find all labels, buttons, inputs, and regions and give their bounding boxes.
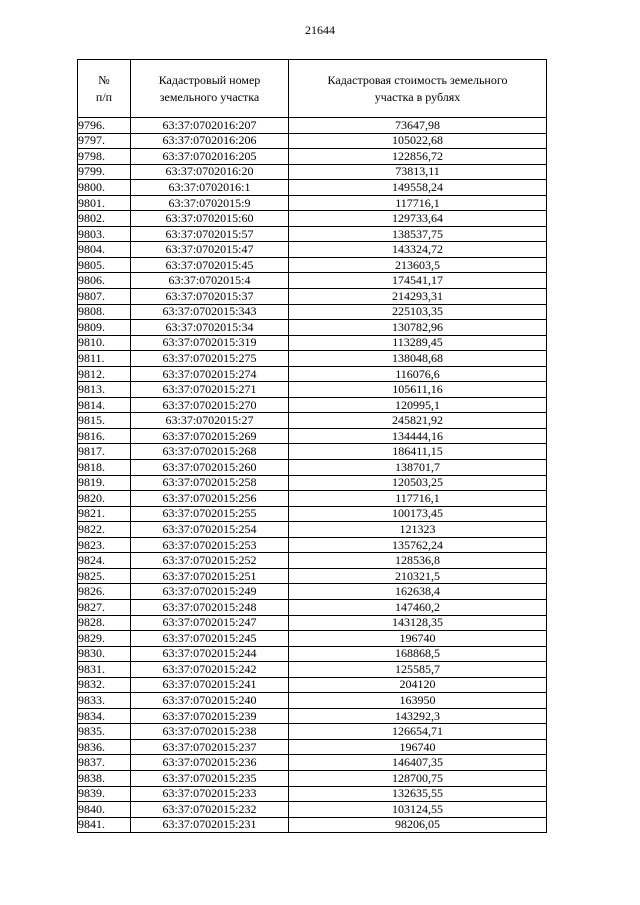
row-number-cell: 9820. [78,491,131,507]
row-number-cell: 9829. [78,631,131,647]
row-number-cell: 9808. [78,304,131,320]
cadastral-number-cell: 63:37:0702015:253 [131,537,289,553]
row-number-cell: 9838. [78,770,131,786]
cadastral-value-cell: 100173,45 [289,506,547,522]
cadastral-number-cell: 63:37:0702015:275 [131,351,289,367]
cadastral-number-cell: 63:37:0702015:34 [131,320,289,336]
row-number-cell: 9801. [78,195,131,211]
table-row [78,786,547,802]
table-row [78,506,547,522]
row-number-cell: 9811. [78,351,131,367]
row-number-cell: 9819. [78,475,131,491]
header-row-number [78,60,131,118]
cadastral-number-cell: 63:37:0702015:235 [131,770,289,786]
cadastral-value-cell: 174541,17 [289,273,547,289]
cadastral-value-cell: 134444,16 [289,428,547,444]
cadastral-number-cell: 63:37:0702015:238 [131,724,289,740]
cadastral-number-cell: 63:37:0702015:254 [131,522,289,538]
cadastral-number-cell: 63:37:0702016:207 [131,118,289,134]
table-row [78,149,547,165]
cadastral-number-cell: 63:37:0702015:260 [131,460,289,476]
table-row [78,817,547,833]
table-row [78,351,547,367]
cadastral-value-cell: 117716,1 [289,195,547,211]
cadastral-number-cell: 63:37:0702015:47 [131,242,289,258]
cadastral-number-cell: 63:37:0702015:248 [131,599,289,615]
row-number-cell: 9809. [78,320,131,336]
cadastral-value-cell: 204120 [289,677,547,693]
cadastral-value-cell: 129733,64 [289,211,547,227]
cadastral-value-cell: 245821,92 [289,413,547,429]
table-row [78,335,547,351]
cadastral-value-cell: 73813,11 [289,164,547,180]
cadastral-value-cell: 138048,68 [289,351,547,367]
cadastral-number-cell: 63:37:0702015:270 [131,397,289,413]
cadastral-number-cell: 63:37:0702016:1 [131,180,289,196]
cadastral-number-cell: 63:37:0702015:45 [131,257,289,273]
table-row [78,180,547,196]
row-number-cell: 9804. [78,242,131,258]
cadastral-value-cell: 128700,75 [289,770,547,786]
cadastral-value-table [77,59,547,833]
cadastral-number-cell: 63:37:0702015:37 [131,289,289,305]
row-number-cell: 9835. [78,724,131,740]
row-number-cell: 9815. [78,413,131,429]
row-number-cell: 9827. [78,599,131,615]
row-number-cell: 9833. [78,693,131,709]
cadastral-number-cell: 63:37:0702015:57 [131,226,289,242]
cadastral-value-cell: 186411,15 [289,444,547,460]
cadastral-value-cell: 146407,35 [289,755,547,771]
header-cadastral-number [131,60,289,118]
table-row [78,428,547,444]
cadastral-number-cell: 63:37:0702016:205 [131,149,289,165]
table-row [78,273,547,289]
cadastral-number-cell: 63:37:0702016:206 [131,133,289,149]
cadastral-value-cell: 117716,1 [289,491,547,507]
cadastral-number-cell: 63:37:0702015:256 [131,491,289,507]
table-row [78,397,547,413]
cadastral-number-cell: 63:37:0702015:239 [131,708,289,724]
cadastral-value-cell: 162638,4 [289,584,547,600]
row-number-cell: 9841. [78,817,131,833]
table-row [78,755,547,771]
cadastral-value-cell: 149558,24 [289,180,547,196]
row-number-cell: 9802. [78,211,131,227]
header-cadastral-value-label: Кадастровая стоимость земельного участка в рублях [327,72,508,104]
cadastral-number-cell: 63:37:0702015:249 [131,584,289,600]
table-row [78,662,547,678]
cadastral-number-cell: 63:37:0702015:4 [131,273,289,289]
cadastral-number-cell: 63:37:0702015:237 [131,739,289,755]
cadastral-number-cell: 63:37:0702015:269 [131,428,289,444]
cadastral-number-cell: 63:37:0702015:231 [131,817,289,833]
row-number-cell: 9797. [78,133,131,149]
row-number-cell: 9814. [78,397,131,413]
row-number-cell: 9837. [78,755,131,771]
header-cadastral-number-label: Кадастровый номер земельного участка [158,72,261,104]
row-number-cell: 9834. [78,708,131,724]
row-number-cell: 9800. [78,180,131,196]
table-row [78,615,547,631]
row-number-cell: 9817. [78,444,131,460]
table-row [78,304,547,320]
table-row [78,739,547,755]
table-row [78,289,547,305]
cadastral-value-cell: 163950 [289,693,547,709]
row-number-cell: 9816. [78,428,131,444]
cadastral-number-cell: 63:37:0702015:271 [131,382,289,398]
cadastral-value-cell: 138701,7 [289,460,547,476]
cadastral-value-cell: 168868,5 [289,646,547,662]
table-row [78,257,547,273]
cadastral-value-cell: 120503,25 [289,475,547,491]
table-row [78,568,547,584]
cadastral-value-cell: 143324,72 [289,242,547,258]
row-number-cell: 9796. [78,118,131,134]
cadastral-value-cell: 143128,35 [289,615,547,631]
row-number-cell: 9812. [78,366,131,382]
header-cadastral-value [289,60,547,118]
row-number-cell: 9831. [78,662,131,678]
cadastral-number-cell: 63:37:0702015:343 [131,304,289,320]
cadastral-number-cell: 63:37:0702015:255 [131,506,289,522]
row-number-cell: 9805. [78,257,131,273]
cadastral-value-cell: 120995,1 [289,397,547,413]
row-number-cell: 9803. [78,226,131,242]
table-row [78,537,547,553]
cadastral-value-cell: 122856,72 [289,149,547,165]
table-header-row [78,60,547,118]
cadastral-value-cell: 105022,68 [289,133,547,149]
cadastral-number-cell: 63:37:0702015:258 [131,475,289,491]
table-row [78,491,547,507]
row-number-cell: 9818. [78,460,131,476]
cadastral-number-cell: 63:37:0702015:236 [131,755,289,771]
table-row [78,677,547,693]
table-row [78,366,547,382]
table-row [78,724,547,740]
table-row [78,631,547,647]
cadastral-value-cell: 73647,98 [289,118,547,134]
cadastral-value-cell: 214293,31 [289,289,547,305]
table-row [78,211,547,227]
row-number-cell: 9798. [78,149,131,165]
cadastral-number-cell: 63:37:0702015:241 [131,677,289,693]
row-number-cell: 9813. [78,382,131,398]
cadastral-value-cell: 98206,05 [289,817,547,833]
cadastral-number-cell: 63:37:0702015:244 [131,646,289,662]
cadastral-number-cell: 63:37:0702015:27 [131,413,289,429]
cadastral-value-cell: 103124,55 [289,802,547,818]
cadastral-value-cell: 121323 [289,522,547,538]
table-row [78,320,547,336]
row-number-cell: 9823. [78,537,131,553]
row-number-cell: 9828. [78,615,131,631]
table-row [78,133,547,149]
cadastral-value-cell: 116076,6 [289,366,547,382]
cadastral-value-cell: 105611,16 [289,382,547,398]
cadastral-number-cell: 63:37:0702015:251 [131,568,289,584]
table-row [78,444,547,460]
table-row [78,693,547,709]
cadastral-value-cell: 126654,71 [289,724,547,740]
cadastral-number-cell: 63:37:0702015:319 [131,335,289,351]
table-row [78,195,547,211]
table-row [78,708,547,724]
cadastral-number-cell: 63:37:0702015:232 [131,802,289,818]
table-row [78,460,547,476]
row-number-cell: 9839. [78,786,131,802]
table-row [78,118,547,134]
table-row [78,802,547,818]
cadastral-number-cell: 63:37:0702015:233 [131,786,289,802]
cadastral-value-cell: 196740 [289,739,547,755]
cadastral-value-cell: 135762,24 [289,537,547,553]
cadastral-value-cell: 130782,96 [289,320,547,336]
cadastral-number-cell: 63:37:0702015:60 [131,211,289,227]
cadastral-value-cell: 196740 [289,631,547,647]
cadastral-number-cell: 63:37:0702015:240 [131,693,289,709]
table-row [78,553,547,569]
cadastral-value-cell: 213603,5 [289,257,547,273]
cadastral-value-cell: 143292,3 [289,708,547,724]
cadastral-number-cell: 63:37:0702016:20 [131,164,289,180]
cadastral-value-cell: 125585,7 [289,662,547,678]
cadastral-value-cell: 113289,45 [289,335,547,351]
cadastral-number-cell: 63:37:0702015:274 [131,366,289,382]
table-row [78,475,547,491]
table-row [78,413,547,429]
table-row [78,770,547,786]
row-number-cell: 9840. [78,802,131,818]
row-number-cell: 9826. [78,584,131,600]
cadastral-number-cell: 63:37:0702015:245 [131,631,289,647]
cadastral-number-cell: 63:37:0702015:242 [131,662,289,678]
cadastral-value-cell: 225103,35 [289,304,547,320]
row-number-cell: 9832. [78,677,131,693]
row-number-cell: 9836. [78,739,131,755]
table-row [78,164,547,180]
table-row [78,584,547,600]
page-number: 21644 [305,23,335,37]
header-row-number-label: № п/п [95,72,113,104]
table-row [78,226,547,242]
cadastral-number-cell: 63:37:0702015:9 [131,195,289,211]
table-row [78,242,547,258]
row-number-cell: 9810. [78,335,131,351]
cadastral-value-cell: 132635,55 [289,786,547,802]
cadastral-value-cell: 147460,2 [289,599,547,615]
row-number-cell: 9821. [78,506,131,522]
cadastral-value-cell: 138537,75 [289,226,547,242]
cadastral-value-cell: 128536,8 [289,553,547,569]
table-row [78,599,547,615]
row-number-cell: 9830. [78,646,131,662]
table-row [78,522,547,538]
row-number-cell: 9799. [78,164,131,180]
row-number-cell: 9806. [78,273,131,289]
row-number-cell: 9822. [78,522,131,538]
row-number-cell: 9824. [78,553,131,569]
cadastral-value-cell: 210321,5 [289,568,547,584]
cadastral-number-cell: 63:37:0702015:268 [131,444,289,460]
row-number-cell: 9825. [78,568,131,584]
cadastral-number-cell: 63:37:0702015:247 [131,615,289,631]
table-row [78,646,547,662]
row-number-cell: 9807. [78,289,131,305]
table-body [78,118,547,833]
table-row [78,382,547,398]
cadastral-number-cell: 63:37:0702015:252 [131,553,289,569]
